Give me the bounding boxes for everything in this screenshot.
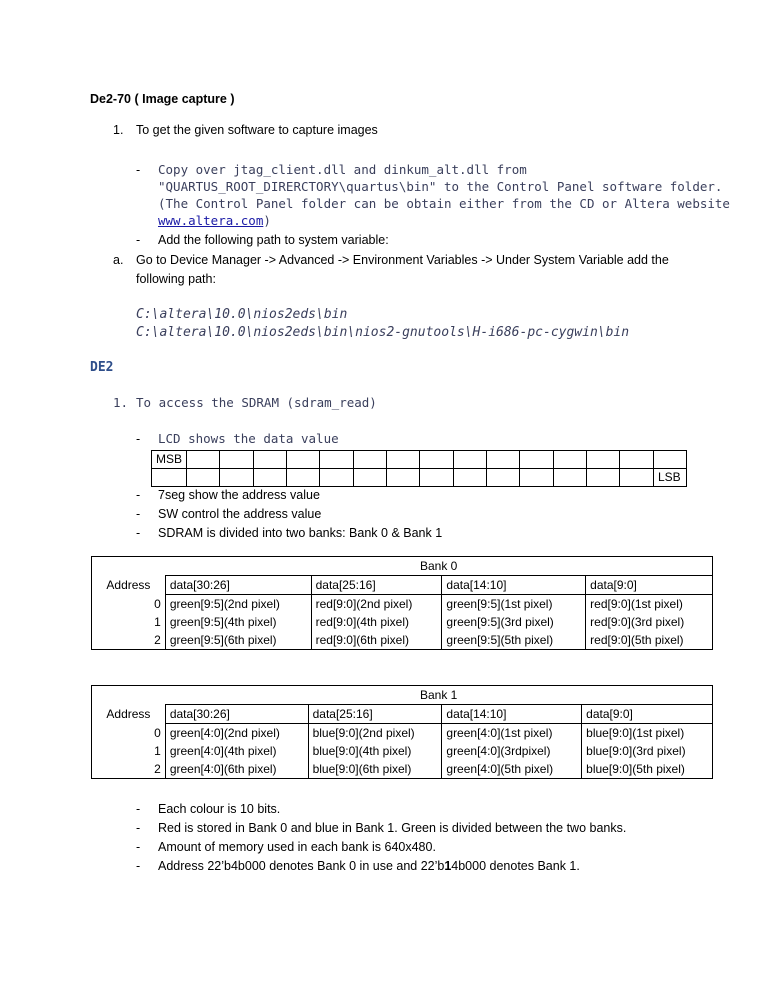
lcd-bullet: LCD shows the data value [158, 431, 339, 446]
lsb-cell: LSB [654, 469, 687, 487]
table-row: 0 green[4:0](2nd pixel) blue[9:0](2nd pixel) green[4:0](1st pixel) blue[9:0](1st pixel) [92, 724, 713, 743]
page-title: De2-70 ( Image capture ) [90, 92, 235, 106]
column-header: data[9:0] [586, 576, 713, 595]
sub-a-line1: Go to Device Manager -> Advanced -> Environment Variables -> Under System Variable add the [136, 253, 669, 267]
copy-line1: Copy over jtag_client.dll and dinkum_alt.dll from [158, 162, 527, 177]
bullet-7seg: 7seg show the address value [158, 488, 320, 502]
bank0-table [91, 556, 713, 650]
table-row: 2 green[9:5](6th pixel) red[9:0](6th pixel) green[9:5](5th pixel) red[9:0](5th pixel) [92, 631, 713, 650]
column-header: data[25:16] [311, 576, 442, 595]
bullet-dash: - [136, 526, 141, 540]
sub-a-line2: following path: [136, 272, 216, 286]
table-row: 1 green[9:5](4th pixel) red[9:0](4th pixel) green[9:5](3rd pixel) red[9:0](3rd pixel) [92, 613, 713, 631]
path2: C:\altera\10.0\nios2eds\bin\nios2-gnutools\H-i686-pc-cygwin\bin [136, 325, 630, 340]
bullet-dash: - [136, 432, 141, 446]
copy-line3: (The Control Panel folder can be obtain either from the CD or Altera website [158, 196, 730, 211]
note-colour-bits: Each colour is 10 bits. [158, 802, 281, 816]
bullet-sw: SW control the address value [158, 507, 322, 521]
bullet2-text: Add the following path to system variable: [158, 233, 389, 247]
section2-text: To access the SDRAM (sdram_read) [136, 395, 377, 410]
bullet-dash: - [136, 163, 141, 177]
bullet-dash: - [136, 859, 141, 873]
bullet-dash: - [136, 233, 141, 247]
table-row: 2 green[4:0](6th pixel) blue[9:0](6th pixel) green[4:0](5th pixel) blue[9:0](5th pixel) [92, 760, 713, 779]
section1-text: To get the given software to capture images [136, 123, 378, 137]
bank1-table [91, 685, 713, 779]
note-banks: Red is stored in Bank 0 and blue in Bank 1. Green is divided between the two banks. [158, 821, 627, 835]
bullet-dash: - [136, 821, 141, 835]
path1: C:\altera\10.0\nios2eds\bin [136, 307, 348, 322]
bullet-dash: - [136, 507, 141, 521]
column-header: data[14:10] [442, 705, 582, 724]
altera-link[interactable]: www.altera.com [158, 213, 264, 228]
column-header: data[25:16] [308, 705, 442, 724]
bullet-dash: - [136, 840, 141, 854]
table-row: 0 green[9:5](2nd pixel) red[9:0](2nd pixel) green[9:5](1st pixel) red[9:0](1st pixel) [92, 595, 713, 614]
copy-close: ) [263, 213, 271, 228]
bank0-title: Bank 0 [165, 557, 712, 576]
column-header: data[30:26] [165, 705, 308, 724]
bullet-dash: - [136, 802, 141, 816]
sub-label: a. [113, 253, 124, 267]
copy-line4 [158, 213, 271, 228]
bullet-sdram: SDRAM is divided into two banks: Bank 0 & Bank 1 [158, 526, 443, 540]
copy-line2: "QUARTUS_ROOT_DIRERCTORY\quartus\bin" to the Control Panel software folder. [158, 179, 723, 194]
column-header: data[9:0] [582, 705, 713, 724]
list-number: 1. [113, 123, 124, 137]
column-header: data[30:26] [165, 576, 311, 595]
column-header: data[14:10] [442, 576, 586, 595]
list-number: 1. [113, 395, 129, 410]
de2-heading: DE2 [90, 360, 114, 375]
note-address: Address 22’b4b000 denotes Bank 0 in use and 22’b14b000 denotes Bank 1. [158, 859, 580, 873]
address-header: Address [92, 576, 166, 595]
bullet-dash: - [136, 488, 141, 502]
note-memory: Amount of memory used in each bank is 640x480. [158, 840, 436, 854]
msb-cell: MSB [152, 451, 187, 469]
bank1-title: Bank 1 [165, 686, 712, 705]
lcd-grid [151, 450, 687, 487]
table-row: 1 green[4:0](4th pixel) blue[9:0](4th pixel) green[4:0](3rdpixel) blue[9:0](3rd pixel) [92, 742, 713, 760]
address-header: Address [92, 705, 166, 724]
